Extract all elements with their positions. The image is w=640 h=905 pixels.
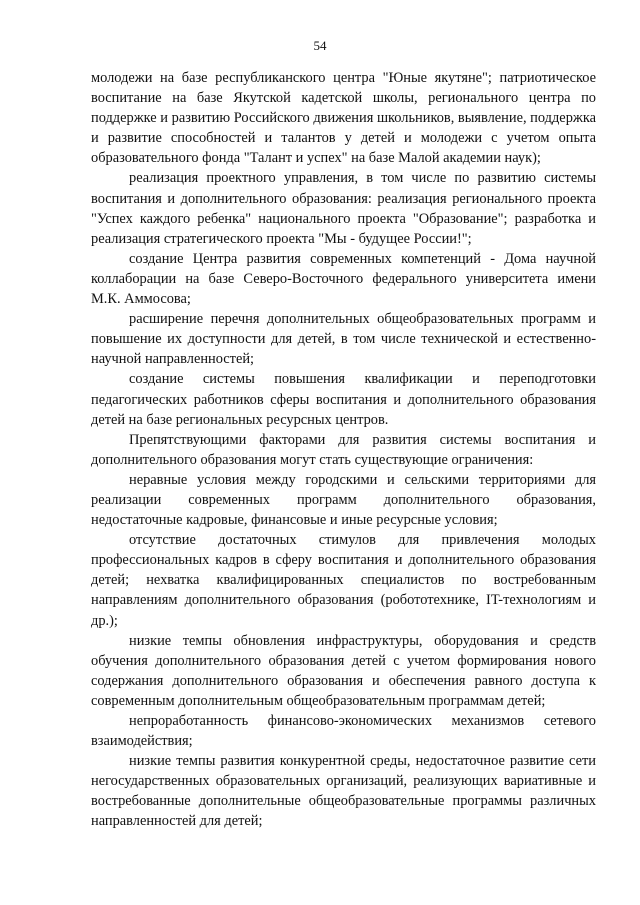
paragraph-3: создание Центра развития современных компетенций - Дома научной коллаборации на базе Северо-Восточного федерального университета имени М.К. Аммосова; (91, 250, 596, 308)
paragraph-6: Препятствующими факторами для развития системы воспитания и дополнительного образования могут стать существующие ограничения: (91, 431, 596, 468)
paragraph-2: реализация проектного управления, в том числе по развитию системы воспитания и дополнительного образования: реализация регионального проекта "Успех каждого ребенка" национального проекта "Образование"; разработка и реализация стратегического проекта "Мы - будущее России!"; (91, 170, 596, 247)
paragraph-4: расширение перечня дополнительных общеобразовательных программ и повышение их доступности для детей, в том числе технической и естественно-научной направленностей; (91, 311, 596, 368)
document-body (91, 68, 596, 832)
paragraph-7: неравные условия между городскими и сельскими территориями для реализации современных программ дополнительного образования, недостаточные кадровые, финансовые и иные ресурсные условия; (91, 471, 596, 529)
paragraph-11: низкие темпы развития конкурентной среды, недостаточное развитие сети негосударственных образовательных организаций, реализующих вариативные и востребованные дополнительные общеобразовательные программы различных направленностей для детей; (91, 753, 596, 830)
paragraph-10: непроработанность финансово-экономических механизмов сетевого взаимодействия; (91, 713, 596, 750)
paragraph-1: молодежи на базе республиканского центра "Юные якутяне"; патриотическое воспитание на базе Якутской кадетской школы, регионального центра по поддержке и развитию Российского движения школьников, выявление, поддержка и развитие способностей и талантов у детей и молодежи с учетом опыта образовательного фонда "Талант и успех" на базе Малой академии наук); (91, 70, 596, 167)
paragraph-5: создание системы повышения квалификации и переподготовки педагогических работников сферы воспитания и дополнительного образования детей на базе региональных ресурсных центров. (91, 371, 596, 428)
page-number: 54 (313, 38, 327, 53)
paragraph-9: низкие темпы обновления инфраструктуры, оборудования и средств обучения дополнительного образования детей с учетом формирования нового содержания дополнительного образования и обеспечения равного доступа к современным дополнительным общеобразовательным программам детей; (91, 632, 596, 709)
paragraph-8: отсутствие достаточных стимулов для привлечения молодых профессиональных кадров в сферу воспитания и дополнительного образования детей; нехватка квалифицированных специалистов по востребованным направлениям дополнительного образования (робототехнике, IT-технологиям и др.); (91, 532, 596, 629)
